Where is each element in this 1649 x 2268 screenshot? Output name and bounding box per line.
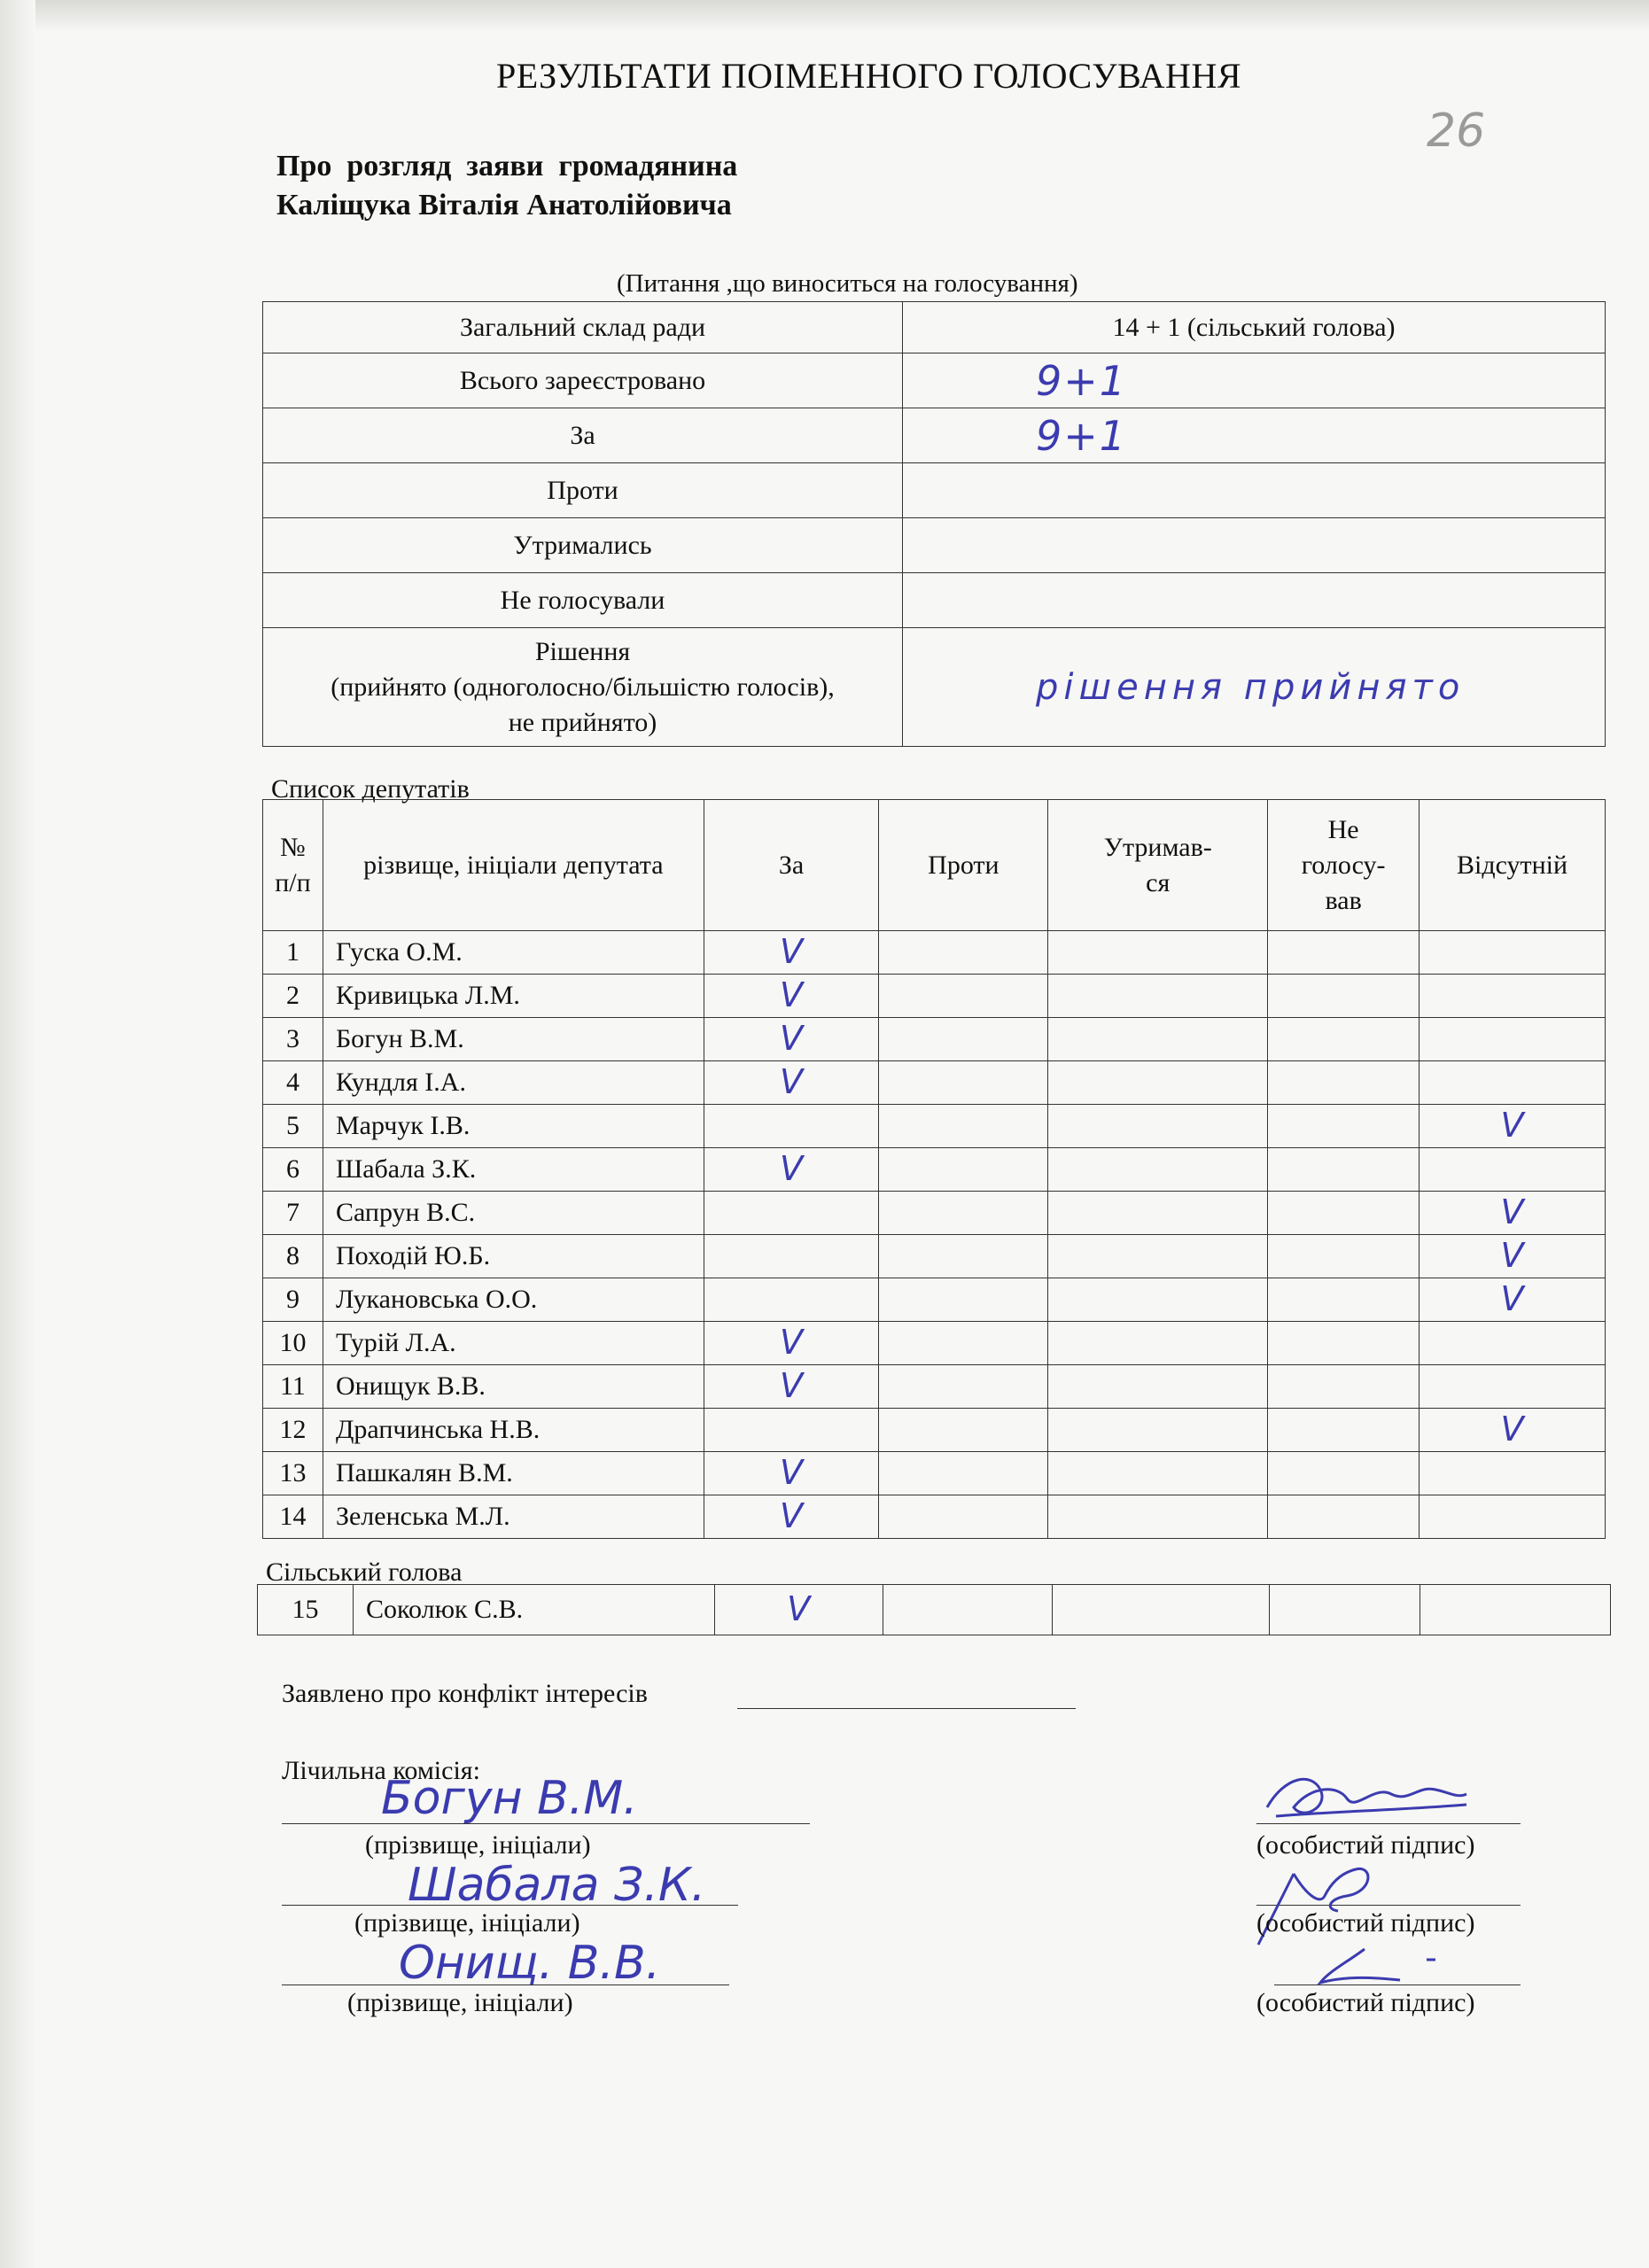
deputy-row — [263, 1105, 1606, 1148]
scan-shadow-top — [0, 0, 1649, 32]
vote-cell-za — [704, 975, 879, 1018]
commission-label: Лічильна комісія: — [282, 1756, 480, 1785]
vote-cell-ne-holos — [1268, 1365, 1420, 1409]
vote-cell-za — [704, 1278, 879, 1322]
vote-cell-proty — [879, 1148, 1048, 1192]
vote-cell-za — [704, 1018, 879, 1061]
summary-value: 9+1 — [903, 353, 1606, 408]
vote-cell-za — [704, 1495, 879, 1539]
check-mark: V — [780, 1496, 804, 1535]
head-vote-ne-holos — [1270, 1585, 1420, 1635]
vote-cell-ne-holos — [1268, 1409, 1420, 1452]
check-mark: V — [780, 1366, 804, 1405]
deputy-name: Кундля І.А. — [323, 1061, 704, 1105]
vote-cell-vidsut — [1420, 1495, 1606, 1539]
head-vote-za — [714, 1585, 883, 1635]
vote-cell-proty — [879, 1105, 1048, 1148]
col-header-ne-holos-line: голосу- — [1301, 850, 1386, 880]
vote-cell-za — [704, 1452, 879, 1495]
deputy-row — [263, 1018, 1606, 1061]
vote-cell-utrym — [1048, 1105, 1268, 1148]
col-header-utrym-line: ся — [1146, 867, 1171, 897]
vote-cell-proty — [879, 1409, 1048, 1452]
deputy-row — [263, 1322, 1606, 1365]
check-mark: V — [1500, 1106, 1524, 1145]
deputy-name: Драпчинська Н.В. — [323, 1409, 704, 1452]
summary-value: 14 + 1 (сільський голова) — [903, 302, 1606, 353]
deputy-name: Турій Л.А. — [323, 1322, 704, 1365]
deputy-number: 12 — [263, 1409, 323, 1452]
deputy-name: Походій Ю.Б. — [323, 1235, 704, 1278]
vote-cell-vidsut — [1420, 1018, 1606, 1061]
vote-cell-ne-holos — [1268, 1192, 1420, 1235]
vote-cell-vidsut — [1420, 1105, 1606, 1148]
summary-row — [263, 573, 1606, 628]
vote-cell-proty — [879, 1495, 1048, 1539]
check-mark: V — [780, 1149, 804, 1188]
commission-name-3: Онищ. В.В. — [399, 1937, 661, 1990]
sign-caption-1: (особистий підпис) — [1256, 1830, 1475, 1860]
vote-cell-utrym — [1048, 1061, 1268, 1105]
summary-label: Загальний склад ради — [263, 302, 903, 353]
vote-cell-utrym — [1048, 1322, 1268, 1365]
vote-cell-utrym — [1048, 931, 1268, 975]
vote-cell-vidsut — [1420, 1235, 1606, 1278]
signature-2 — [1241, 1856, 1418, 1953]
summary-value — [903, 463, 1606, 518]
vote-cell-ne-holos — [1268, 975, 1420, 1018]
vote-cell-vidsut — [1420, 1409, 1606, 1452]
vote-cell-proty — [879, 975, 1048, 1018]
deputy-name: Богун В.М. — [323, 1018, 704, 1061]
deputy-name: Онищук В.В. — [323, 1365, 704, 1409]
check-mark: V — [1500, 1192, 1524, 1231]
deputy-row — [263, 1365, 1606, 1409]
head-vote-vidsut — [1420, 1585, 1611, 1635]
vote-cell-utrym — [1048, 1278, 1268, 1322]
head-number: 15 — [258, 1585, 354, 1635]
deputy-number: 6 — [263, 1148, 323, 1192]
vote-cell-vidsut — [1420, 1278, 1606, 1322]
page-number: 26 — [1427, 105, 1486, 158]
vote-cell-utrym — [1048, 1365, 1268, 1409]
col-header-number-line: № — [280, 832, 306, 862]
vote-cell-proty — [879, 1278, 1048, 1322]
deputy-name: Гуска О.М. — [323, 931, 704, 975]
deputy-row — [263, 1235, 1606, 1278]
deputy-name: Кривицька Л.М. — [323, 975, 704, 1018]
col-header-za: За — [704, 800, 879, 931]
col-header-ne-holos-line: Не — [1327, 814, 1359, 844]
vote-cell-vidsut — [1420, 1322, 1606, 1365]
vote-cell-utrym — [1048, 1495, 1268, 1539]
check-mark: V — [780, 1019, 804, 1058]
deputy-number: 2 — [263, 975, 323, 1018]
deputy-name: Марчук І.В. — [323, 1105, 704, 1148]
decision-label-line: не прийнято) — [508, 707, 657, 737]
signature-3 — [1294, 1940, 1471, 1993]
deputy-number: 10 — [263, 1322, 323, 1365]
decision-label-line: (прийнято (одноголосно/більшістю голосів), — [331, 672, 835, 702]
vote-cell-za — [704, 1365, 879, 1409]
vote-cell-ne-holos — [1268, 1452, 1420, 1495]
commission-name-1: Богун В.М. — [381, 1772, 638, 1825]
summary-label: Не голосували — [263, 573, 903, 628]
vote-cell-vidsut — [1420, 1452, 1606, 1495]
decision-label — [263, 628, 903, 747]
vote-cell-ne-holos — [1268, 931, 1420, 975]
check-mark: V — [780, 1453, 804, 1492]
check-mark: V — [780, 1062, 804, 1101]
sign-caption-2: (особистий підпис) — [1256, 1908, 1475, 1938]
deputy-row — [263, 1409, 1606, 1452]
vote-cell-utrym — [1048, 1018, 1268, 1061]
decision-row — [263, 628, 1606, 747]
vote-cell-proty — [879, 1061, 1048, 1105]
deputy-row — [263, 975, 1606, 1018]
sign-caption-3: (особистий підпис) — [1256, 1988, 1475, 2017]
vote-cell-utrym — [1048, 1235, 1268, 1278]
vote-cell-ne-holos — [1268, 1278, 1420, 1322]
signature-1 — [1258, 1767, 1471, 1829]
deputy-row — [263, 931, 1606, 975]
head-label: Сільський голова — [266, 1557, 463, 1587]
summary-value — [903, 573, 1606, 628]
col-header-name: різвище, ініціали депутата — [323, 800, 704, 931]
deputy-name: Пашкалян В.М. — [323, 1452, 704, 1495]
check-mark: V — [787, 1589, 811, 1628]
col-header-ne-holos-line: вав — [1325, 885, 1362, 915]
vote-cell-ne-holos — [1268, 1105, 1420, 1148]
summary-row — [263, 408, 1606, 463]
vote-cell-za — [704, 1148, 879, 1192]
conflict-text: Заявлено про конфлікт інтересів — [282, 1679, 648, 1708]
village-head-row — [258, 1585, 1611, 1635]
vote-cell-vidsut — [1420, 1192, 1606, 1235]
scan-shadow-left — [0, 0, 35, 2268]
summary-label: Утримались — [263, 518, 903, 573]
check-mark: V — [1500, 1279, 1524, 1318]
vote-cell-za — [704, 1235, 879, 1278]
vote-cell-proty — [879, 931, 1048, 975]
col-header-utrym-line: Утримав- — [1103, 832, 1212, 862]
name-caption-2: (прізвище, ініціали) — [354, 1908, 580, 1938]
vote-cell-za — [704, 1322, 879, 1365]
decision-label-line: Рішення — [534, 636, 631, 666]
summary-table — [262, 301, 1606, 747]
deputy-row — [263, 1495, 1606, 1539]
deputy-row — [263, 1061, 1606, 1105]
deputy-number: 11 — [263, 1365, 323, 1409]
vote-cell-za — [704, 1061, 879, 1105]
deputy-name: Лукановська О.О. — [323, 1278, 704, 1322]
decision-value: рішення прийнято — [903, 628, 1606, 747]
deputy-name: Зеленська М.Л. — [323, 1495, 704, 1539]
vote-cell-proty — [879, 1365, 1048, 1409]
deputy-number: 8 — [263, 1235, 323, 1278]
deputy-row — [263, 1192, 1606, 1235]
check-mark: V — [780, 1323, 804, 1362]
deputy-number: 9 — [263, 1278, 323, 1322]
deputies-label: Список депутатів — [271, 774, 470, 804]
summary-value — [903, 518, 1606, 573]
vote-cell-ne-holos — [1268, 1495, 1420, 1539]
summary-label: За — [263, 408, 903, 463]
deputy-row — [263, 1452, 1606, 1495]
summary-row — [263, 302, 1606, 353]
check-mark: V — [1500, 1410, 1524, 1449]
deputy-number: 3 — [263, 1018, 323, 1061]
deputy-row — [263, 1148, 1606, 1192]
summary-row — [263, 518, 1606, 573]
vote-cell-utrym — [1048, 1409, 1268, 1452]
vote-cell-proty — [879, 1235, 1048, 1278]
deputy-number: 4 — [263, 1061, 323, 1105]
check-mark: V — [1500, 1236, 1524, 1275]
vote-cell-ne-holos — [1268, 1018, 1420, 1061]
commission-name-2: Шабала З.К. — [408, 1859, 706, 1912]
vote-cell-utrym — [1048, 1192, 1268, 1235]
vote-cell-vidsut — [1420, 975, 1606, 1018]
check-mark: V — [780, 975, 804, 1014]
vote-cell-ne-holos — [1268, 1322, 1420, 1365]
vote-cell-utrym — [1048, 975, 1268, 1018]
vote-cell-za — [704, 1192, 879, 1235]
deputy-number: 14 — [263, 1495, 323, 1539]
name-caption-3: (прізвище, ініціали) — [347, 1988, 573, 2017]
deputies-table — [262, 799, 1606, 1539]
check-mark: V — [780, 932, 804, 971]
col-header-proty: Проти — [879, 800, 1048, 931]
summary-row — [263, 353, 1606, 408]
document-title: РЕЗУЛЬТАТИ ПОІМЕННОГО ГОЛОСУВАННЯ — [496, 56, 1242, 96]
question-caption: (Питання ,що виноситься на голосування) — [617, 269, 1078, 298]
head-vote-proty — [883, 1585, 1053, 1635]
col-header-ne-holos — [1268, 800, 1420, 931]
subject-line-2: Каліщука Віталія Анатолійовича — [276, 189, 732, 221]
vote-cell-proty — [879, 1452, 1048, 1495]
subject-block — [276, 147, 737, 225]
col-header-number-line: п/п — [275, 867, 311, 897]
col-header-vidsut: Відсутній — [1420, 800, 1606, 931]
vote-cell-ne-holos — [1268, 1148, 1420, 1192]
deputy-number: 5 — [263, 1105, 323, 1148]
vote-cell-proty — [879, 1018, 1048, 1061]
head-vote-utrym — [1053, 1585, 1270, 1635]
deputy-number: 13 — [263, 1452, 323, 1495]
vote-cell-ne-holos — [1268, 1061, 1420, 1105]
conflict-line — [737, 1708, 1076, 1709]
subject-line-1: Про розгляд заяви громадянина — [276, 150, 738, 183]
vote-cell-vidsut — [1420, 1365, 1606, 1409]
vote-cell-proty — [879, 1322, 1048, 1365]
vote-cell-vidsut — [1420, 1148, 1606, 1192]
village-head-table — [257, 1584, 1611, 1635]
summary-label: Всього зареєстровано — [263, 353, 903, 408]
deputies-header-row — [263, 800, 1606, 931]
deputy-number: 7 — [263, 1192, 323, 1235]
deputy-number: 1 — [263, 931, 323, 975]
deputy-name: Сапрун В.С. — [323, 1192, 704, 1235]
vote-cell-za — [704, 1409, 879, 1452]
col-header-number — [263, 800, 323, 931]
vote-cell-ne-holos — [1268, 1235, 1420, 1278]
summary-label: Проти — [263, 463, 903, 518]
summary-value: 9+1 — [903, 408, 1606, 463]
name-caption-1: (прізвище, ініціали) — [365, 1830, 591, 1860]
head-name: Соколюк С.В. — [353, 1585, 714, 1635]
vote-cell-vidsut — [1420, 1061, 1606, 1105]
vote-cell-proty — [879, 1192, 1048, 1235]
deputy-name: Шабала З.К. — [323, 1148, 704, 1192]
col-header-utrym — [1048, 800, 1268, 931]
vote-cell-utrym — [1048, 1452, 1268, 1495]
summary-row — [263, 463, 1606, 518]
vote-cell-za — [704, 931, 879, 975]
vote-cell-utrym — [1048, 1148, 1268, 1192]
deputy-row — [263, 1278, 1606, 1322]
vote-cell-vidsut — [1420, 931, 1606, 975]
vote-cell-za — [704, 1105, 879, 1148]
